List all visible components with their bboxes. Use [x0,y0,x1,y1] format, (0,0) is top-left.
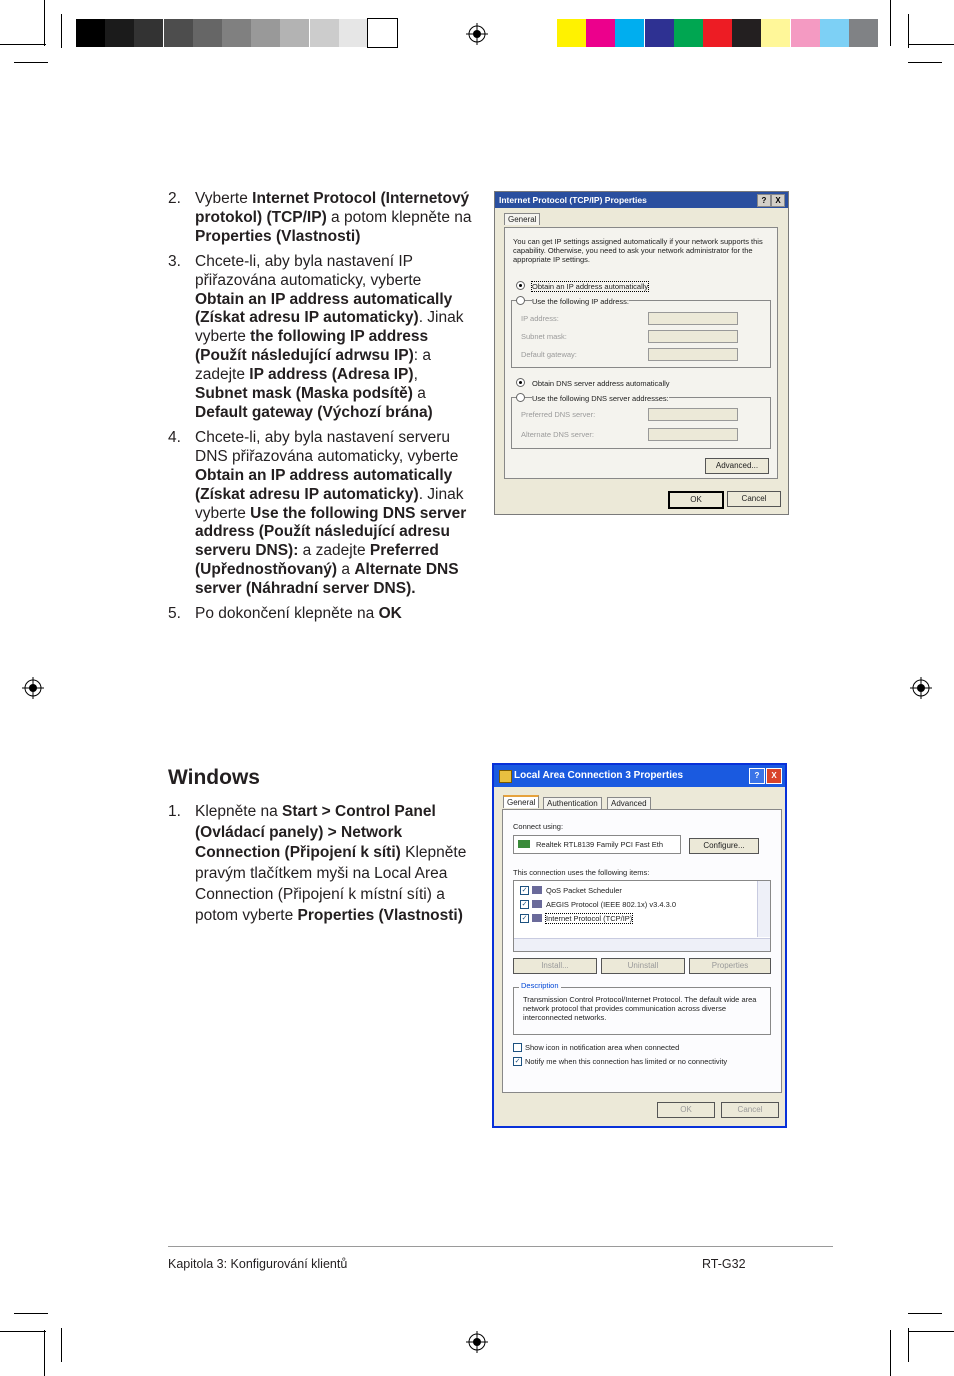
color-swatch [791,19,820,47]
color-swatch [703,19,732,47]
step-bold-text: OK [378,605,402,623]
obtain-ip-radio[interactable] [516,281,525,290]
close-button[interactable]: X [771,194,785,207]
color-swatch [222,19,251,47]
adapter-box [513,835,681,854]
color-swatch [310,19,339,47]
registration-mark-icon [910,677,932,699]
color-swatch [368,19,397,47]
color-swatch [615,19,644,47]
step-text [195,253,473,423]
show-icon-checkbox[interactable] [513,1043,522,1052]
crop-mark [890,0,891,46]
cancel-button[interactable]: Cancel [721,1102,779,1118]
step-item [168,429,473,599]
step-plain-text: Klepněte na [195,803,283,820]
color-swatch [586,19,615,47]
help-button[interactable]: ? [757,194,771,207]
items-label: This connection uses the following items: [513,868,650,877]
color-swatch [193,19,222,47]
color-swatch [820,19,849,47]
dialog-titlebar [494,765,785,787]
step-plain-text: Chcete-li, aby byla nastavení serveru DNS přiřazována automaticky, vyberte [195,428,459,465]
adapter-name: Realtek RTL8139 Family PCI Fast Eth [536,840,663,849]
registration-mark-icon [466,23,488,45]
footer-model: RT-G32 [702,1257,746,1271]
show-icon-label: Show icon in notification area when connected [525,1043,680,1052]
general-panel [502,809,782,1093]
default-gateway-field[interactable] [648,348,738,361]
step-bold-text: Alternate DNS server (Náhradní server DNS). [195,561,459,598]
tab-general[interactable]: General [503,795,539,808]
step-bold-text: Obtain an IP address automatically (Získat adresu IP automaticky) [195,290,453,327]
step-bold-text: IP address (Adresa IP) [249,366,414,384]
item-checkbox[interactable]: ✓ [521,915,528,922]
windows-heading: Windows [168,766,260,789]
step-item [168,190,473,247]
crop-mark [61,1328,62,1362]
install-button[interactable]: Install... [513,958,597,974]
default-gateway-label: Default gateway: [521,350,577,359]
crop-mark [61,14,62,48]
ok-button[interactable]: OK [668,491,724,509]
ip-address-label: IP address: [521,314,559,323]
crop-mark [908,14,909,48]
subnet-mask-field[interactable] [648,330,738,343]
crop-mark [14,1313,48,1314]
obtain-ip-label: Obtain an IP address automatically [532,282,649,291]
crop-mark [908,1313,942,1314]
color-swatch [134,19,163,47]
step-plain-text: Po dokončení klepněte na [195,605,379,623]
step-text [195,802,473,926]
vertical-scrollbar[interactable] [757,881,770,937]
step-bold-text: Obtain an IP address automatically (Získat adresu IP automaticky) [195,466,453,503]
crop-mark [890,1330,891,1376]
steps-bottom [168,802,473,932]
configure-button[interactable]: Configure... [689,838,759,854]
tab-advanced[interactable]: Advanced [607,797,651,809]
dialog-title: Internet Protocol (TCP/IP) Properties [499,195,647,205]
use-ip-label: Use the following IP address: [532,297,629,306]
description-label: Description [521,981,559,990]
items-list [513,880,771,952]
steps-top [168,190,473,630]
connect-using-label: Connect using: [513,822,564,831]
item-checkbox[interactable]: ✓ [521,887,528,894]
item-icon [532,886,542,894]
step-number: 5. [168,605,181,623]
crop-mark [44,1330,45,1376]
preferred-dns-field[interactable] [648,408,738,421]
crop-mark [908,44,954,45]
step-bold-text: Start > Control Panel (Ovládací panely) > Network Connection (Připojení k síti) [195,803,436,862]
description-text: Transmission Control Protocol/Internet Protocol. The default wide area network protocol that provides communication across diverse interconnected networks. [523,995,757,1022]
crop-mark [908,1328,909,1362]
step-item [168,802,473,926]
tcpip-properties-dialog [494,191,789,515]
obtain-dns-radio[interactable] [516,378,525,387]
crop-mark [908,1331,954,1332]
preferred-dns-label: Preferred DNS server: [521,410,596,419]
close-button[interactable]: X [766,768,782,784]
step-bold-text: Properties (Vlastnosti) [195,227,361,245]
color-swatch [164,19,193,47]
network-icon [499,770,512,783]
crop-mark [14,62,48,63]
step-plain-text: a zadejte [298,542,370,560]
step-plain-text: Klepněte pravým tlačítkem myši na Local Area Connection (Připojení k místní síti) a potom vyberte [195,844,467,924]
alternate-dns-label: Alternate DNS server: [521,430,594,439]
ok-button[interactable]: OK [657,1102,715,1118]
footer-divider [168,1246,833,1247]
registration-mark-icon [466,1331,488,1353]
color-swatch [849,19,878,47]
dialog-titlebar [495,192,788,208]
step-bold-text: Use the following DNS server address (Použít následující adresu serveru DNS): [195,504,467,560]
step-bold-text: the following IP address (Použít následující adrwsu IP) [195,328,429,365]
lan-properties-dialog [492,763,787,1128]
notify-label: Notify me when this connection has limited or no connectivity [525,1057,728,1066]
step-plain-text: Vyberte [195,190,253,207]
step-bold-text: Preferred (Upřednostňovaný) [195,542,439,579]
tab-authentication[interactable]: Authentication [543,797,602,809]
color-swatch [251,19,280,47]
use-dns-radio[interactable] [516,393,525,402]
horizontal-scrollbar[interactable] [514,938,770,951]
color-swatch [76,19,105,47]
crop-mark [0,44,46,45]
cancel-button[interactable]: Cancel [727,491,781,507]
step-text [195,605,473,624]
item-checkbox[interactable]: ✓ [521,901,528,908]
tab-general[interactable]: General [504,213,540,225]
step-plain-text: : a zadejte [195,347,431,384]
step-number: 2. [168,190,181,207]
dns-group [511,397,771,449]
crop-mark [44,0,45,46]
step-number: 1. [168,803,181,820]
intro-text: You can get IP settings assigned automatically if your network supports this capability. Otherwise, you need to ask your network administrator for the appropriate IP settings. [513,237,763,264]
step-plain-text: . Jinak vyberte [195,309,464,346]
list-item[interactable]: Internet Protocol (TCP/IP) [546,914,633,923]
color-swatch [105,19,134,47]
step-number: 4. [168,428,181,446]
color-swatch [674,19,703,47]
ip-address-field[interactable] [648,312,738,325]
advanced-button[interactable]: Advanced... [705,458,769,474]
step-plain-text: . Jinak vyberte [195,485,464,522]
obtain-dns-label: Obtain DNS server address automatically [532,379,670,388]
step-text [195,190,473,247]
crop-mark [908,62,942,63]
subnet-mask-label: Subnet mask: [521,332,567,341]
color-swatch [732,19,761,47]
uninstall-button[interactable]: Uninstall [601,958,685,974]
item-icon [532,914,542,922]
adapter-icon [518,840,530,848]
help-button[interactable]: ? [749,768,765,784]
footer-chapter: Kapitola 3: Konfigurování klientů [168,1257,348,1271]
color-swatch [339,19,368,47]
step-bold-text: Internet Protocol (Internetový protokol) (TCP/IP) [195,190,470,226]
color-swatch [280,19,309,47]
color-swatch [645,19,674,47]
step-bold-text: Subnet mask (Maska podsítě) [195,385,413,403]
step-bold-text: Default gateway (Výchozí brána) [195,403,433,421]
properties-button[interactable]: Properties [689,958,771,974]
list-item[interactable]: AEGIS Protocol (IEEE 802.1x) v3.4.3.0 [546,900,677,909]
step-text [195,429,473,599]
use-dns-label: Use the following DNS server addresses: [532,394,669,403]
step-plain-text: a [412,385,426,403]
step-number: 3. [168,252,181,270]
step-bold-text: Properties (Vlastnosti) [297,906,463,924]
step-plain-text: a [337,561,355,579]
dialog-title: Local Area Connection 3 Properties [514,770,684,781]
step-item [168,253,473,423]
item-icon [532,900,542,908]
step-plain-text: Chcete-li, aby byla nastavení IP přiřazována automaticky, vyberte [195,252,422,289]
color-swatch [557,19,586,47]
step-item [168,605,473,624]
color-swatch [761,19,790,47]
crop-mark [0,1331,46,1332]
list-item[interactable]: QoS Packet Scheduler [546,886,622,895]
notify-checkbox[interactable]: ✓ [514,1058,521,1065]
registration-mark-icon [22,677,44,699]
alternate-dns-field[interactable] [648,428,738,441]
general-panel [504,227,778,479]
step-plain-text: a potom klepněte na [326,208,472,226]
step-plain-text: , [413,366,418,384]
use-ip-radio[interactable] [516,296,525,305]
